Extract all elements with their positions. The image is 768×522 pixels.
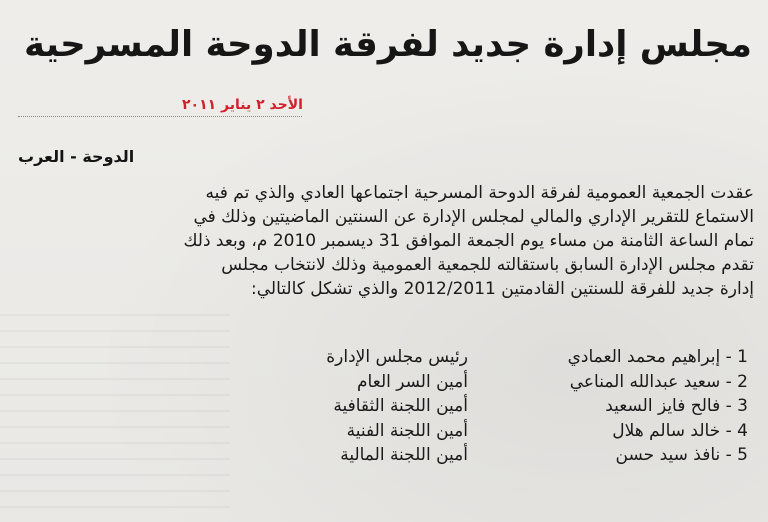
body-line: الاستماع للتقرير الإداري والمالي لمجلس الإدارة عن السنتين الماضيتين وذلك في bbox=[193, 207, 754, 227]
member-name: 4 - خالد سالم هلال bbox=[612, 420, 748, 441]
member-role: رئيس مجلس الإدارة bbox=[326, 347, 468, 367]
article-byline: الدوحة - العرب bbox=[18, 147, 135, 166]
member-role: أمين اللجنة الفنية bbox=[346, 420, 468, 441]
member-row bbox=[240, 345, 748, 370]
member-role: أمين اللجنة المالية bbox=[340, 445, 468, 465]
member-name: 3 - فالح فايز السعيد bbox=[605, 396, 748, 416]
board-members-list bbox=[240, 345, 748, 468]
show-through-texture bbox=[0, 300, 230, 522]
member-role: أمين السر العام bbox=[357, 371, 468, 392]
body-line: تقدم مجلس الإدارة السابق باستقالته للجمعية العمومية وذلك لانتخاب مجلس bbox=[221, 255, 754, 275]
body-line: عقدت الجمعية العمومية لفرقة الدوحة المسرحية اجتماعها العادي والذي تم فيه bbox=[205, 183, 754, 203]
member-name: 1 - إبراهيم محمد العمادي bbox=[567, 347, 748, 367]
body-line: تمام الساعة الثامنة من مساء يوم الجمعة الموافق 31 ديسمبر 2010 م، وبعد ذلك bbox=[183, 231, 754, 251]
member-row bbox=[240, 394, 748, 419]
member-row bbox=[240, 419, 748, 444]
date-divider bbox=[18, 116, 302, 117]
member-name: 2 - سعيد عبدالله المناعي bbox=[569, 371, 748, 392]
article-body bbox=[14, 181, 754, 301]
article-headline: مجلس إدارة جديد لفرقة الدوحة المسرحية bbox=[24, 24, 752, 65]
member-name: 5 - نافذ سيد حسن bbox=[615, 445, 748, 465]
member-role: أمين اللجنة الثقافية bbox=[333, 396, 468, 416]
member-row bbox=[240, 370, 748, 395]
body-line: إدارة جديد للفرقة للسنتين القادمتين 2012/2011 والذي تشكل كالتالي: bbox=[251, 279, 754, 299]
member-row bbox=[240, 443, 748, 468]
article-date: الأحد ٢ يناير ٢٠١١ bbox=[182, 97, 303, 113]
